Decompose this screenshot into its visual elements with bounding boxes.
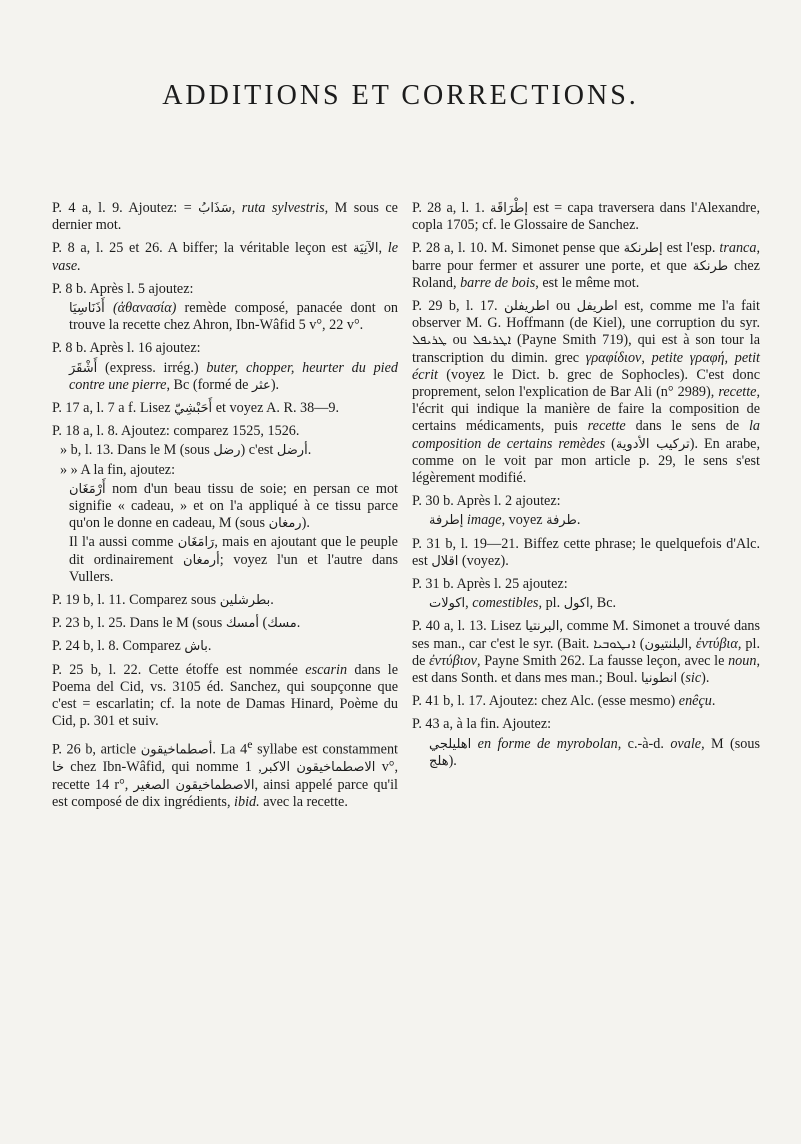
entry-text: , Bc (formé de [166, 376, 252, 393]
entry-text: ). [701, 670, 710, 687]
italic-term: buter, chopper, heurter du pied contre une pierre [69, 359, 399, 393]
entry-text: ( [605, 435, 616, 452]
entry-p8b2-heading: P. 8 b. Après l. 16 ajoutez: [52, 340, 201, 357]
arabic-term: اطريفلن [504, 299, 550, 315]
entry-p18b [52, 442, 398, 459]
entry-text: , voyez [501, 512, 547, 529]
entry-text: , [688, 635, 696, 652]
superscript: e [247, 737, 253, 752]
entry-p23b [52, 615, 398, 632]
entry-text: P. 23 b, l. 25. Dans le M (sous [52, 615, 226, 632]
entry-text: . [576, 512, 581, 529]
entry-text: (voyez). [458, 552, 509, 569]
italic-term: ibid. [234, 793, 260, 810]
entry-p8b2-body [52, 360, 398, 394]
entry-text: , [465, 595, 473, 612]
arabic-term: أرمغان [183, 552, 220, 568]
entry-text: . La 4 [212, 742, 248, 759]
greek-term: γραφίδιον [585, 349, 642, 366]
entry-p31b-25-heading: P. 31 b. Après l. 25 ajoutez: [412, 576, 568, 593]
entry-text: ). [448, 752, 457, 769]
entry-p17a [52, 400, 398, 417]
entry-text: P. 31 b, l. 19—21. Biffez cette phrase; le quelquefois d'Alc. est [412, 535, 760, 569]
entry-p41b [412, 693, 760, 710]
entry-text: , [378, 240, 388, 257]
arabic-term: إطرفة [429, 513, 464, 529]
entry-p43a-heading: P. 43 a, à la fin. Ajoutez: [412, 716, 552, 733]
entry-text: nom d'un beau tissu de soie; en persan ce mot signifie « cadeau, » et on l'a appliqué à ce tissu parce qu'on le donne en cadeau, M (sous [69, 480, 398, 532]
entry-text: ou [549, 298, 577, 315]
arabic-term: أمسك [225, 616, 259, 632]
arabic-term: رضل [213, 443, 241, 459]
entry-text: dans le Poema del Cid, vs. 3105 éd. Sanchez, qui soupçonne que c'est = escarlatin; cf. la note de Damas Hinard, Poème du Cid, p. 301 et suiv. [52, 661, 398, 730]
entry-p8a [52, 240, 398, 274]
entry-text: P. 4 a, l. 9. Ajoutez: = [52, 200, 199, 216]
entry-text: , comme M. Simonet a trouvé dans ses man., car c'est le syr. (Bait. [412, 618, 760, 652]
entry-text: P. 41 b, l. 17. Ajoutez: chez Alc. (esse mesmo) [412, 693, 679, 710]
entry-text: dans le sens de [625, 418, 749, 435]
entry-text: est, comme me l'a fait observer M. G. Hoffmann (de Kiel), une corruption du syr. [412, 298, 760, 332]
italic-term: escarin [305, 661, 348, 678]
italic-term: en forme de myrobolan [477, 735, 618, 752]
greek-term: ἐντύβια [695, 635, 738, 652]
arabic-term: أَرْمَغَان [69, 481, 106, 497]
italic-term: barre de bois [460, 274, 536, 291]
arabic-term: خا [52, 760, 64, 776]
arabic-term: أَحَبْشِيّ [174, 401, 213, 417]
italic-term: tranca [719, 240, 757, 257]
entry-text: (Payne Smith 719), qui est à son tour la transcription du dimin. grec [412, 332, 760, 366]
italic-term: ruta sylvestris [241, 200, 325, 216]
entry-text: , Bc. [589, 595, 617, 612]
arabic-term: مسك [267, 616, 297, 632]
entry-text: P. 28 a, l. 10. M. Simonet pense que [412, 240, 624, 257]
entry-text: ; voyez l'un et l'autre dans Vullers. [69, 551, 398, 585]
entry-p26b [52, 736, 398, 811]
entry-text: , est le même mot. [535, 274, 640, 291]
entry-p18a: P. 18 a, l. 8. Ajoutez: comparez 1525, 1526. [52, 423, 300, 440]
entry-p43a-body [412, 736, 760, 770]
arabic-term: انطونيا [640, 671, 678, 687]
italic-term: recette [718, 384, 757, 401]
arabic-term: البرنتيا [525, 619, 560, 635]
entry-text: P. 19 b, l. 11. Comparez sous [52, 592, 220, 609]
entry-text: , barre pour fermer et assurer une porte, et que [412, 240, 760, 274]
arabic-term: اكولات [429, 596, 466, 612]
entry-text: ) c'est [240, 442, 277, 459]
arabic-term: سَذَابُ [198, 201, 232, 216]
greek-term: (ἀθανασία) [112, 300, 177, 317]
arabic-term: إطرنكة [623, 241, 663, 257]
syriac-term: ܐܢܛܘܒܝܐ [593, 636, 636, 652]
arabic-term: رَامَغَان [177, 535, 215, 551]
entry-p25b [52, 662, 398, 731]
entry-text: est l'esp. [662, 240, 720, 257]
entry-text: , M sous ce dernier mot. [52, 200, 398, 234]
entry-text: . [307, 442, 312, 459]
entry-text: (voyez le Dict. b. grec de Sophocles). C'est donc proprement, selon l'explication de Bar Ali (n° 2989), [412, 366, 760, 401]
entry-text: , M (sous [701, 735, 760, 752]
entry-text: ). En arabe, comme on le voit par mon article p. 29, le sens s'est légèrement modifié. [412, 435, 761, 487]
entry-text: P. 24 b, l. 8. Comparez [52, 638, 185, 655]
italic-term: la composition de certains remèdes [412, 418, 760, 452]
entry-text: P. 8 a, l. 25 et 26. A biffer; la véritable leçon est [52, 240, 353, 257]
entry-text: ou [446, 332, 473, 349]
entry-text: , est dans Sonth. et dans mes man.; Boul. [412, 652, 760, 687]
entry-text: » b, l. 13. Dans le M (sous [60, 442, 214, 459]
italic-term: comestibles [472, 595, 539, 612]
page-title: ADDITIONS ET CORRECTIONS. [162, 80, 639, 111]
arabic-term: رمغان [268, 516, 302, 532]
entry-p8b-body [52, 300, 398, 334]
entry-p18b-fin: » » A la fin, ajoutez: [60, 461, 176, 478]
entry-p28a [412, 200, 760, 234]
italic-term: recette [587, 418, 626, 435]
entry-p30b-heading: P. 30 b. Après l. 2 ajoutez: [412, 493, 561, 510]
arabic-term: إطْرَاقَة [490, 201, 528, 216]
entry-text: ). [301, 515, 310, 532]
entry-text: , mais en ajoutant que le peuple dit ordinairement [69, 534, 398, 568]
entry-text: P. 28 a, l. 1. [412, 200, 491, 216]
arabic-term: اهليلجي [429, 736, 472, 752]
left-column [52, 200, 398, 817]
arabic-term: اقلال [431, 553, 459, 569]
entry-text: P. 29 b, l. 17. [412, 298, 505, 315]
arabic-term: بطرشلين [219, 593, 271, 609]
syriac-term: ܐܛܪܝܦܠ [472, 333, 512, 349]
entry-text: . [207, 638, 212, 655]
arabic-term: أرضل [276, 443, 308, 459]
entry-p8b-heading: P. 8 b. Après l. 5 ajoutez: [52, 280, 194, 297]
entry-text: est = capa traversera dans l'Alexandre, copla 1705; cf. le Glossaire de Sanchez. [412, 200, 760, 234]
entry-p24b [52, 638, 398, 655]
italic-term: enêçu [678, 693, 712, 710]
entry-text: Il l'a aussi comme [69, 534, 178, 551]
arabic-term: الاكبر [261, 760, 291, 776]
entry-armaghan [52, 481, 398, 533]
entry-p30b-body [412, 512, 760, 529]
right-column [412, 200, 760, 776]
entry-text: P. 26 b, article [52, 742, 141, 759]
arabic-term: عثر [251, 377, 271, 393]
italic-term: le vase. [52, 240, 399, 274]
entry-text: , l'écrit qui indique la manière de faire la composition de certains médicaments, puis [412, 384, 760, 435]
entry-text: , [231, 200, 242, 216]
entry-text: , ainsi appelé parce qu'il est composé de dix ingrédients, [52, 776, 398, 810]
entry-text: P. 17 a, l. 7 a f. Lisez [52, 400, 175, 417]
arabic-term: هلج [429, 753, 449, 769]
entry-p31b [412, 536, 760, 570]
arabic-term: أصطماخيقون [140, 743, 213, 759]
entry-armaghan-2 [52, 534, 398, 586]
italic-term: noun [728, 652, 757, 669]
entry-text: , pl. [538, 595, 564, 612]
arabic-term: أَشْقَرَ [69, 360, 98, 376]
italic-term: image [466, 512, 502, 529]
arabic-term: طرفة [546, 513, 577, 529]
entry-p40a [412, 618, 760, 687]
entry-p4a [52, 200, 398, 234]
arabic-term: اطريفل [576, 299, 618, 315]
entry-text: avec la recette. [259, 793, 348, 810]
entry-p29b [412, 298, 760, 487]
entry-text: . [270, 592, 274, 609]
arabic-term: الآنِيَة [352, 241, 379, 257]
arabic-term: اكول [563, 596, 590, 612]
greek-term: ἐντύβιον [429, 652, 477, 669]
entry-text: , 1 v°, recette 14 r°, [52, 759, 399, 793]
entry-text: P. 25 b, l. 22. Cette étoffe est nommée [52, 661, 306, 678]
entry-text: ) [635, 635, 645, 652]
entry-text: , pl. de [412, 635, 760, 669]
entry-text: chez Ibn-Wâfid, qui nomme [64, 759, 245, 776]
entry-text: (express. irrég.) [97, 359, 207, 376]
entry-text: et voyez A. R. 38—9. [212, 400, 340, 417]
entry-text: . [296, 615, 301, 632]
entry-text: , c.-à-d. [617, 735, 671, 752]
syriac-term: ܛܪܝܦܠ [412, 333, 447, 349]
arabic-term: طرنكة [692, 258, 729, 274]
arabic-term: الاصطماخيقون الصغير [133, 777, 255, 793]
entry-text: remède composé, panacée dont on trouve la recette chez Ahron, Ibn-Wâfid 5 v°, 22 v°. [69, 300, 399, 334]
arabic-term: باش [184, 639, 208, 655]
entry-text: P. 40 a, l. 13. Lisez [412, 618, 526, 635]
entry-text: ) [258, 615, 268, 632]
entry-text: . [711, 693, 716, 710]
entry-p19b [52, 592, 398, 609]
entry-text: chez Roland, [412, 257, 760, 291]
arabic-term: الاصطماخيقون [296, 760, 376, 776]
italic-term: sic [685, 670, 702, 687]
entry-text: ). [270, 376, 280, 393]
entry-text: , [641, 349, 652, 366]
arabic-term: تركيب الأدوية [615, 436, 690, 452]
arabic-term: البلنتيون [644, 636, 689, 652]
entry-p28a-10 [412, 240, 760, 292]
entry-text: ( [677, 670, 686, 687]
entry-text: syllabe est constamment [252, 742, 398, 759]
entry-text: , Payne Smith 262. La fausse leçon, avec le [476, 652, 729, 669]
italic-term: ovale [670, 735, 702, 752]
arabic-term: أَذَنَاسِيَا [69, 301, 105, 317]
entry-p31b-25-body [412, 595, 760, 612]
italic-term: petite γραφή, petit écrit [412, 349, 761, 383]
